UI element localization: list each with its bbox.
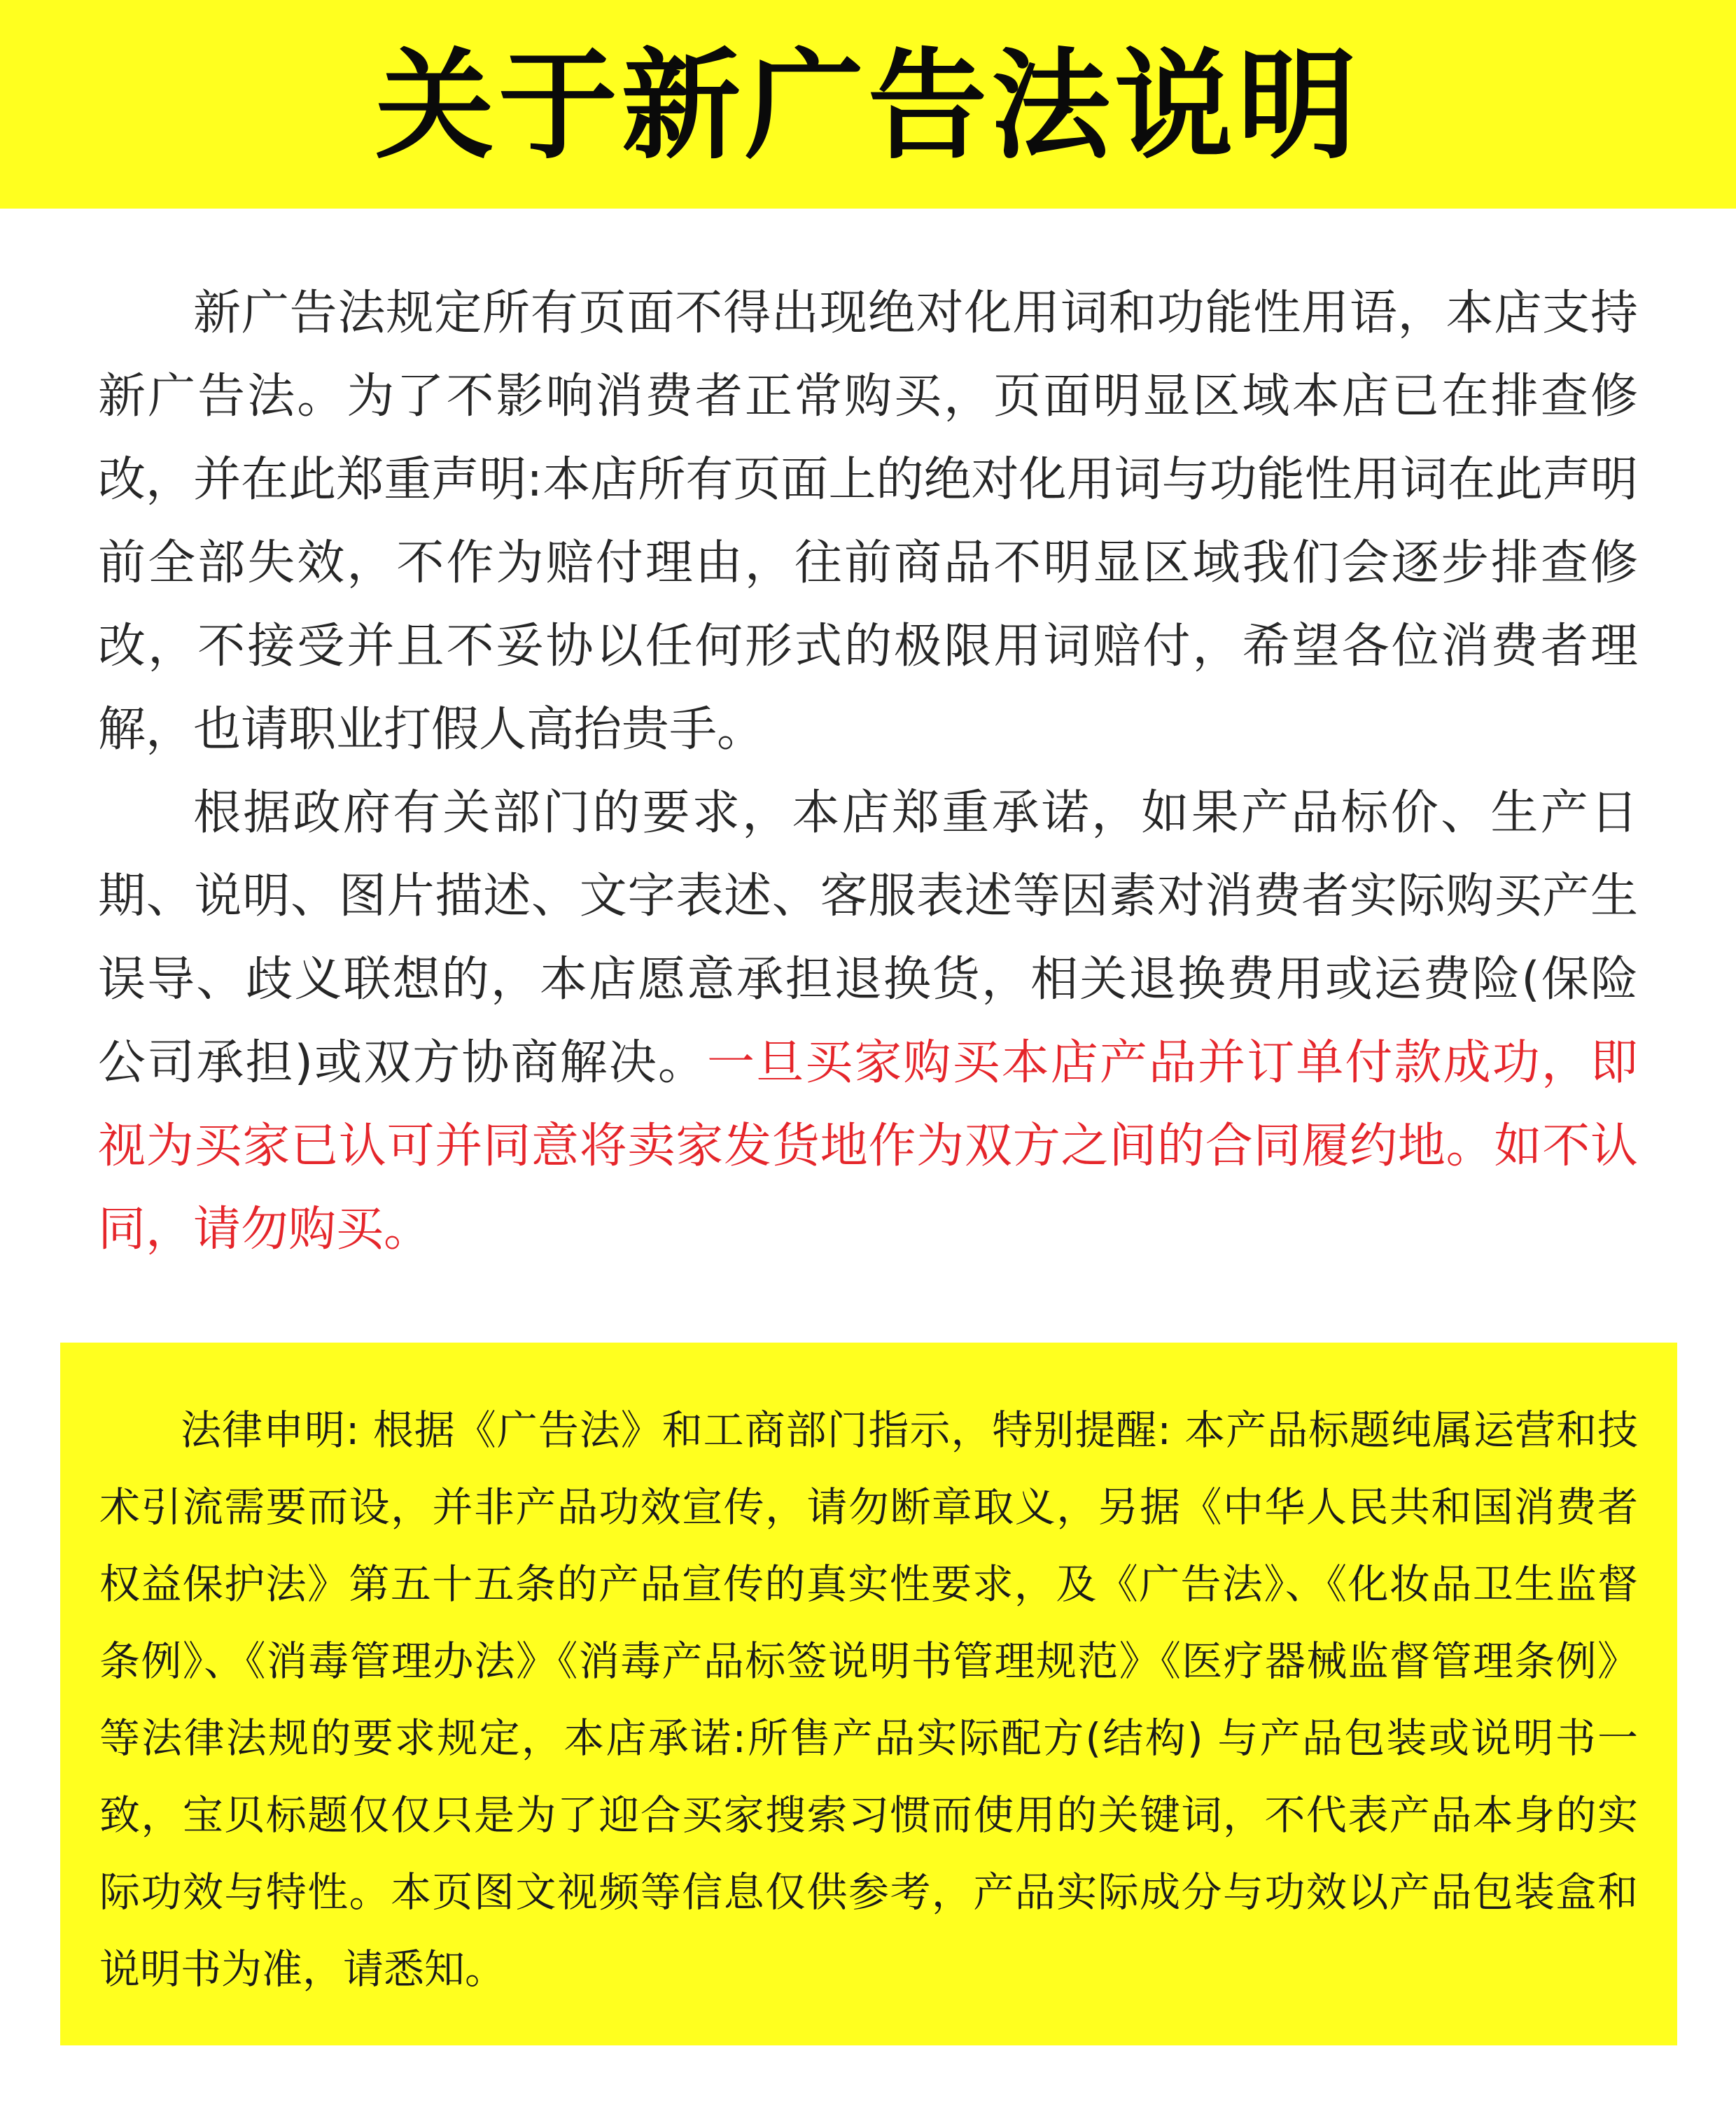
notice-paragraph-2-text: 根据政府有关部门的要求，本店郑重承诺，如果产品标价、生产日期、说明、图片描述、文字表述、客服表述等因素对消费者实际购买产生误导、歧义联想的，本店愿意承担退换货，相关退换费用或运费险(保险公司承担)或双方协商解决。 xyxy=(98,785,1638,1091)
legal-statement-box xyxy=(60,1343,1677,2045)
purchase-agreement-warning: 一旦买家购买本店产品并订单付款成功，即视为买家已认可并同意将卖家发货地作为双方之间的合同履约地。如不认同，请勿购买。 xyxy=(98,1035,1638,1257)
notice-section xyxy=(98,272,1638,1271)
notice-paragraph-1: 新广告法规定所有页面不得出现绝对化用词和功能性用语，本店支持新广告法。为了不影响消费者正常购买，页面明显区域本店已在排查修改，并在此郑重声明:本店所有页面上的绝对化用词与功能性用词在此声明前全部失效，不作为赔付理由，往前商品不明显区域我们会逐步排查修改，不接受并且不妥协以任何形式的极限用词赔付，希望各位消费者理解，也请职业打假人高抬贵手。 xyxy=(98,286,1638,757)
page-title: 关于新广告法说明 xyxy=(374,37,1361,176)
notice-paragraph-2 xyxy=(98,771,1638,1271)
title-banner xyxy=(0,0,1736,209)
legal-statement-text: 法律申明: 根据《广告法》和工商部门指示，特别提醒: 本产品标题纯属运营和技术引流需要而设，并非产品功效宣传，请勿断章取义，另据《中华人民共和国消费者权益保护法》第五十五条的产品宣传的真实性要求，及《广告法》、《化妆品卫生监督条例》、《消毒管理办法》《消毒产品标签说明书管理规范》《医疗器械监督管理条例》等法律法规的要求规定，本店承诺:所售产品实际配方(结构) 与产品包装或说明书一致，宝贝标题仅仅只是为了迎合买家搜索习惯而使用的关键词，不代表产品本身的实际功效与特性。本页图文视频等信息仅供参考，产品实际成分与功效以产品包装盒和说明书为准，请悉知。 xyxy=(99,1406,1638,1993)
